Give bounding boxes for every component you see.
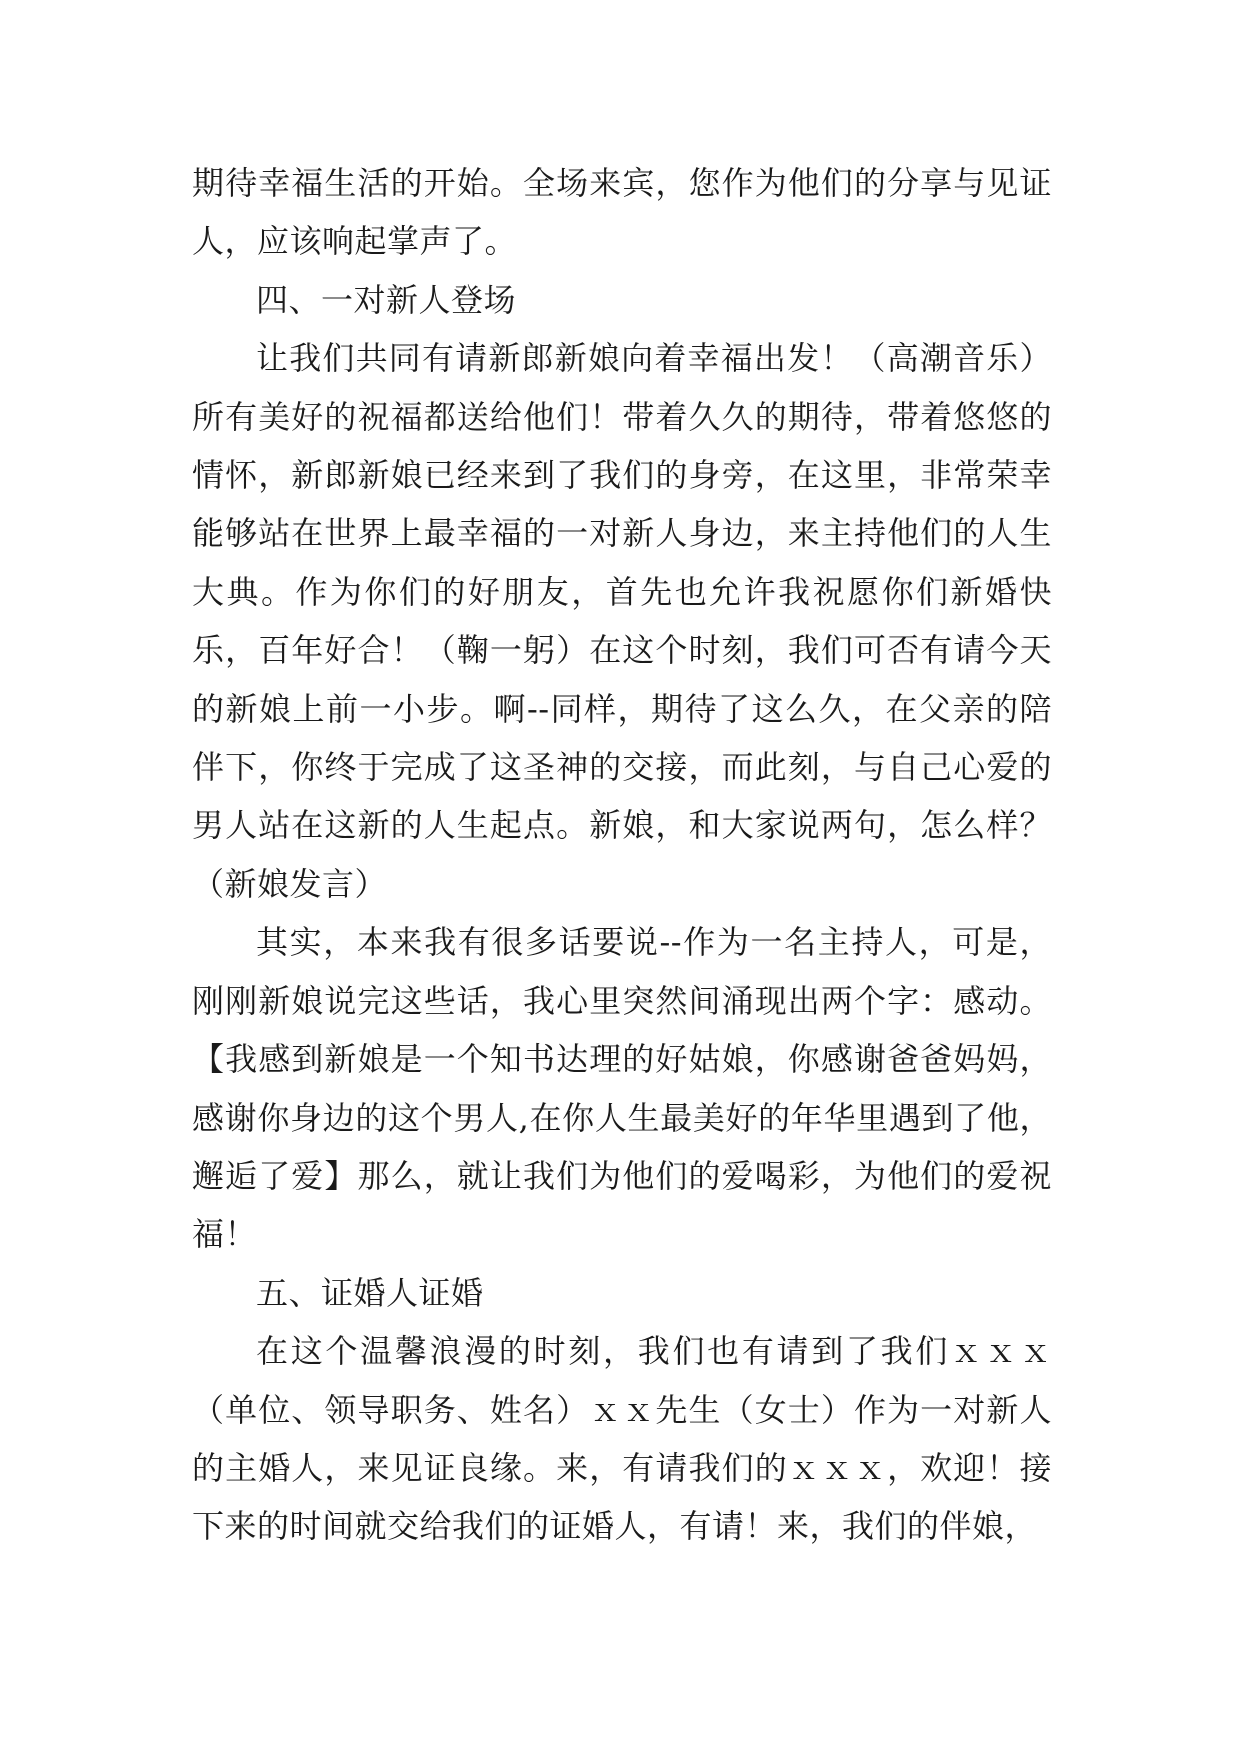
paragraph-continuation: 期待幸福生活的开始。全场来宾，您作为他们的分享与见证人，应该响起掌声了。	[192, 164, 1052, 261]
section-heading-four: 四、一对新人登场	[256, 280, 517, 319]
paragraph-witness: 在这个温馨浪漫的时刻，我们也有请到了我们ｘｘｘ（单位、领导职务、姓名）ｘｘ先生（女士）作为一对新人的主婚人，来见证良缘。来，有请我们的ｘｘｘ，欢迎！接下来的时间就交给我们的证婚人，有请！来，我们的伴娘，	[192, 1332, 1052, 1546]
section-heading-five: 五、证婚人证婚	[256, 1273, 484, 1312]
document-body	[192, 154, 1052, 1556]
paragraph-touched: 其实，本来我有很多话要说--作为一名主持人，可是，刚刚新娘说完这些话，我心里突然间涌现出两个字：感动。【我感到新娘是一个知书达理的好姑娘，你感谢爸爸妈妈，感谢你身边的这个男人,在你人生最美好的年华里遇到了他，邂逅了爱】那么，就让我们为他们的爱喝彩，为他们的爱祝福！	[192, 923, 1052, 1254]
paragraph-couple-entrance: 让我们共同有请新郎新娘向着幸福出发！（高潮音乐）所有美好的祝福都送给他们！带着久久的期待，带着悠悠的情怀，新郎新娘已经来到了我们的身旁，在这里，非常荣幸能够站在世界上最幸福的一对新人身边，来主持他们的人生大典。作为你们的好朋友，首先也允许我祝愿你们新婚快乐，百年好合！（鞠一躬）在这个时刻，我们可否有请今天的新娘上前一小步。啊--同样，期待了这么久，在父亲的陪伴下，你终于完成了这圣神的交接，而此刻，与自己心爱的男人站在这新的人生起点。新娘，和大家说两句，怎么样？（新娘发言）	[192, 339, 1052, 903]
